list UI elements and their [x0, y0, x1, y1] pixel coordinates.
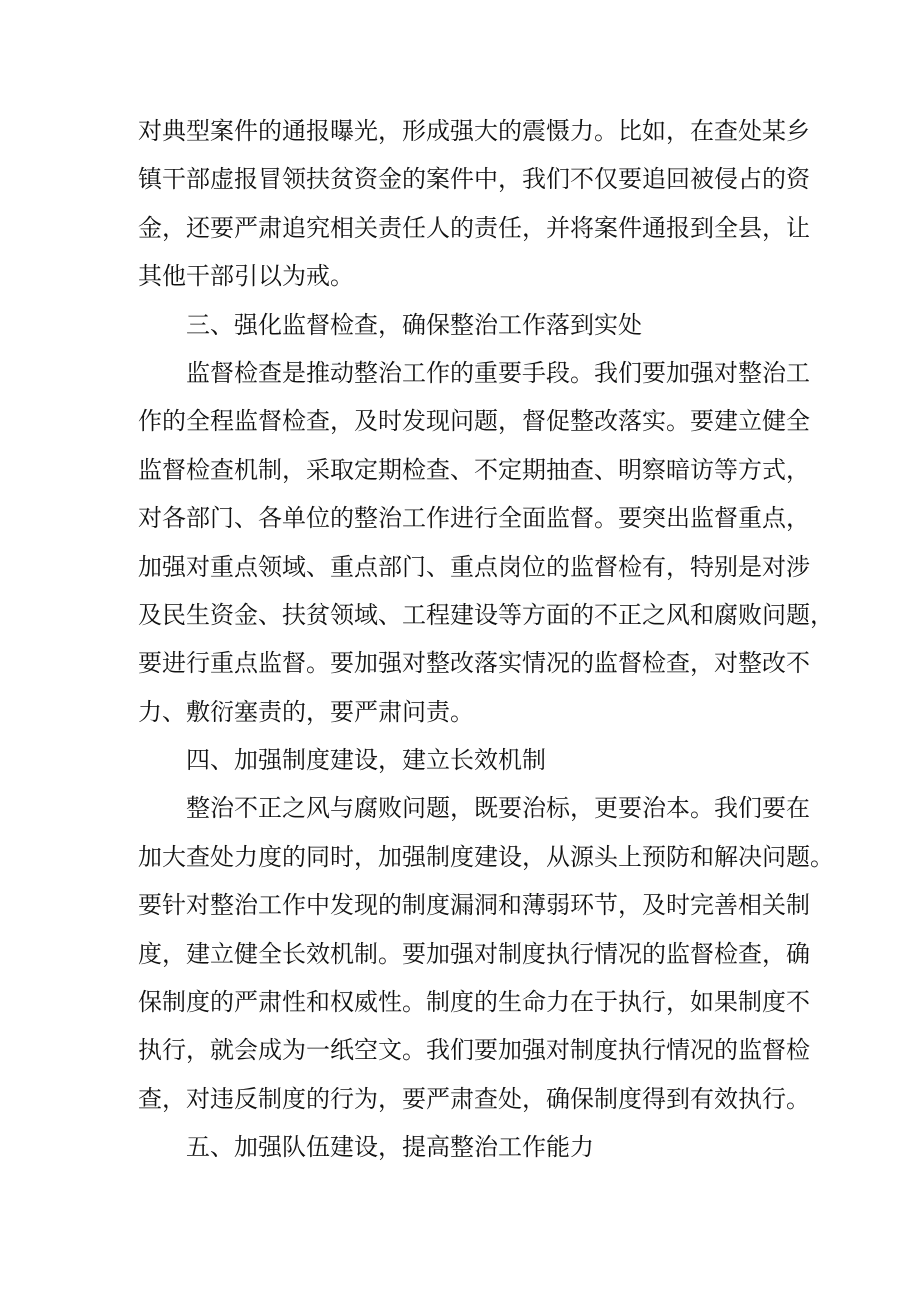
text-line: 整治不正之风与腐败问题，既要治标，更要治本。我们要在 [186, 794, 810, 823]
heading-text: 三、强化监督检查，确保整治工作落到实处 [186, 310, 642, 339]
section-heading-4 [138, 736, 790, 784]
section-heading-3 [138, 301, 790, 349]
paragraph-continued [138, 107, 810, 301]
text-line: 力、敷衍塞责的，要严肃问责。 [138, 697, 474, 726]
text-line: 作的全程监督检查，及时发现问题，督促整改落实。要建立健全 [138, 407, 810, 436]
paragraph-supervision [138, 349, 834, 736]
text-line: 金，还要严肃追究相关责任人的责任，并将案件通报到全县，让 [138, 213, 810, 242]
text-line: 执行，就会成为一纸空文。我们要加强对制度执行情况的监督检 [138, 1036, 810, 1065]
paragraph-institution [138, 784, 834, 1123]
text-line: 及民生资金、扶贫领域、工程建设等方面的不正之风和腐败问题， [138, 600, 834, 629]
heading-text: 五、加强队伍建设，提高整治工作能力 [186, 1133, 594, 1162]
text-line: 镇干部虚报冒领扶贫资金的案件中，我们不仅要追回被侵占的资 [138, 165, 810, 194]
section-heading-5 [138, 1123, 790, 1171]
text-line: 加大查处力度的同时，加强制度建设，从源头上预防和解决问题。 [138, 842, 834, 871]
text-line: 对各部门、各单位的整治工作进行全面监督。要突出监督重点， [138, 504, 810, 533]
text-line: 保制度的严肃性和权威性。制度的生命力在于执行，如果制度不 [138, 988, 810, 1017]
text-line: 要针对整治工作中发现的制度漏洞和薄弱环节，及时完善相关制 [138, 891, 810, 920]
text-line: 监督检查是推动整治工作的重要手段。我们要加强对整治工 [186, 358, 810, 387]
text-line: 加强对重点领域、重点部门、重点岗位的监督检有，特别是对涉 [138, 552, 810, 581]
text-line: 要进行重点监督。要加强对整改落实情况的监督检查，对整改不 [138, 649, 810, 678]
heading-text: 四、加强制度建设，建立长效机制 [186, 746, 546, 775]
text-line: 查，对违反制度的行为，要严肃查处，确保制度得到有效执行。 [138, 1084, 810, 1113]
text-line: 度，建立健全长效机制。要加强对制度执行情况的监督检查，确 [138, 939, 810, 968]
text-line: 监督检查机制，采取定期检查、不定期抽查、明察暗访等方式， [138, 455, 810, 484]
text-line: 其他干部引以为戒。 [138, 262, 354, 291]
document-body [138, 107, 834, 1172]
text-line: 对典型案件的通报曝光，形成强大的震慑力。比如，在查处某乡 [138, 117, 810, 145]
